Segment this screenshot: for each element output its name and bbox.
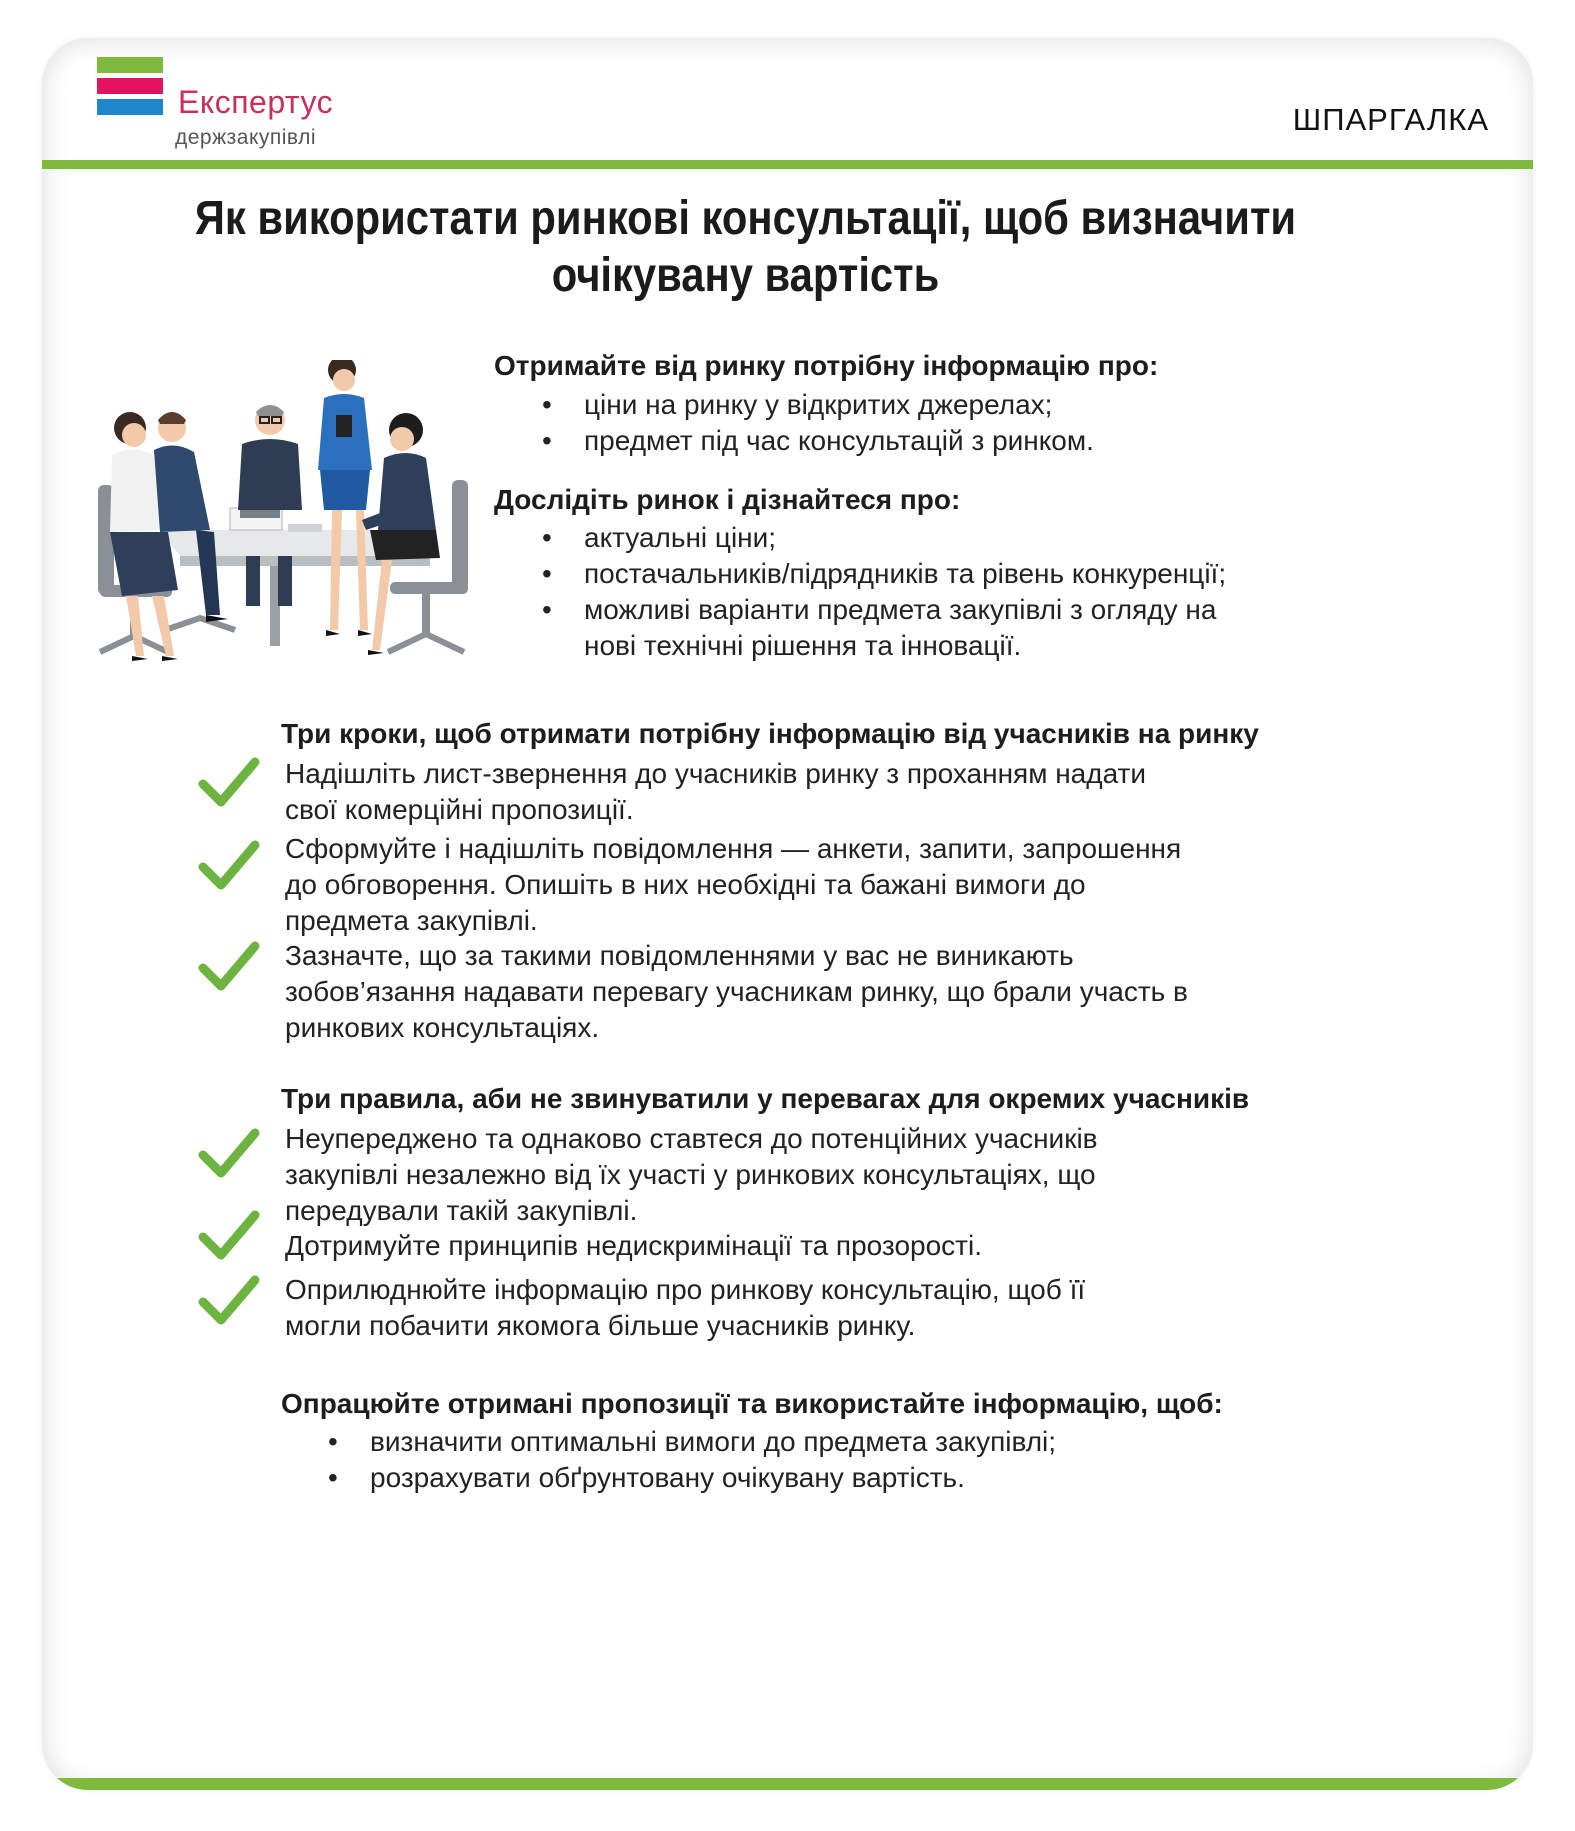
list-item: • ціни на ринку у відкритих джерелах; <box>540 387 1500 423</box>
list-item: • можливі варіанти предмета закупівлі з огляду на нові технічні рішення та інновації. <box>540 592 1240 664</box>
checkmark-icon <box>197 1123 261 1187</box>
checkmark-icon <box>197 835 261 899</box>
checkmark-icon <box>197 1270 261 1334</box>
step-text: Неупереджено та однаково ставтеся до потенційних учасників закупівлі незалежно від їх участі у ринкових консультаціях, що передували такій закупівлі. <box>285 1123 1098 1226</box>
brand-subtitle: держзакупівлі <box>175 126 317 149</box>
meeting-illustration-icon <box>70 360 490 710</box>
step-text: Надішліть лист-звернення до учасників ринку з проханням надати свої комерційні пропозиції. <box>285 758 1147 825</box>
section2-list <box>540 520 1240 664</box>
checkmark-icon <box>197 1205 261 1269</box>
section2-heading: Дослідіть ринок і дізнайтеся про: <box>494 484 961 515</box>
checkmark-icon <box>197 936 261 1000</box>
step-text: Сформуйте і надішліть повідомлення — анкети, запити, запрошення до обговорення. Опишіть в них необхідні та бажані вимоги до предмета закупівлі. <box>285 833 1182 936</box>
page-title-line: Як використати ринкові консультації, щоб визначити <box>194 192 1297 245</box>
page-title <box>132 190 1360 304</box>
list-item: • визначити оптимальні вимоги до предмета закупівлі; <box>326 1424 1326 1460</box>
section1-heading: Отримайте від ринку потрібну інформацію про: <box>494 350 1159 381</box>
document-type-label: ШПАРГАЛКА <box>1292 102 1489 137</box>
list-item: • постачальників/підрядників та рівень конкуренції; <box>540 556 1240 592</box>
header-divider <box>42 160 1533 169</box>
section1-list <box>540 387 1500 459</box>
checkmark-icon <box>197 752 261 816</box>
header <box>42 38 1533 162</box>
step-text: Дотримуйте принципів недискримінації та прозорості. <box>285 1230 982 1261</box>
footer-divider <box>42 1778 1533 1790</box>
brand-name: Експертус <box>178 84 334 120</box>
step-text: Зазначте, що за такими повідомленнями у вас не виникають зобов’язання надавати перевагу учасникам ринку, що брали участь в ринкових консультаціях. <box>285 940 1188 1043</box>
section4-heading: Три правила, аби не звинуватили у перевагах для окремих учасників <box>281 1083 1250 1114</box>
list-item: • актуальні ціни; <box>540 520 1240 556</box>
section3-heading: Три кроки, щоб отримати потрібну інформацію від учасників на ринку <box>281 718 1259 749</box>
section5-heading: Опрацюйте отримані пропозиції та використайте інформацію, щоб: <box>281 1388 1223 1419</box>
list-item: • предмет під час консультацій з ринком. <box>540 423 1500 459</box>
step-text: Оприлюднюйте інформацію про ринкову консультацію, щоб її могли побачити якомога більше учасників ринку. <box>285 1274 1086 1341</box>
page-title-line: очікувану вартість <box>551 249 940 302</box>
logo-icon <box>97 57 163 120</box>
section5-list <box>326 1424 1326 1496</box>
list-item: • розрахувати обґрунтовану очікувану вартість. <box>326 1460 1326 1496</box>
